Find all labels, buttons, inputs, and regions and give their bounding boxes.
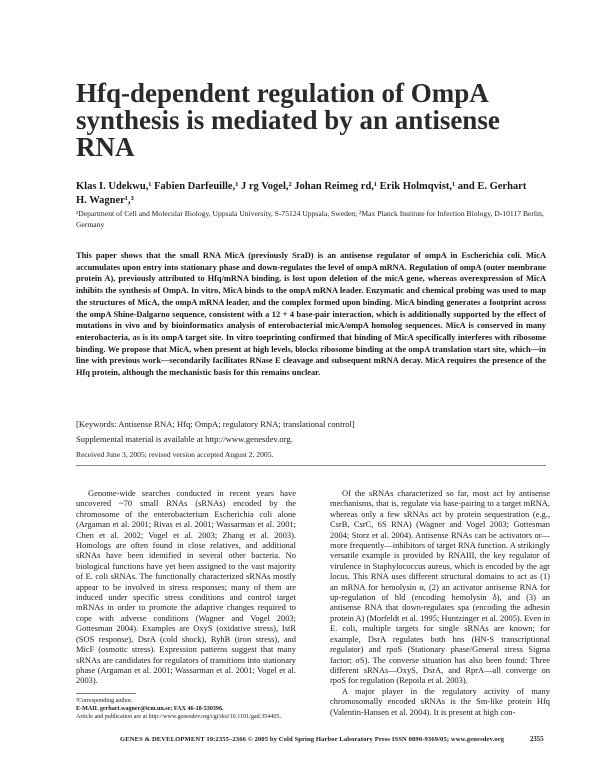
- abstract-divider: [76, 465, 546, 466]
- footnote-divider: [76, 693, 136, 694]
- page-number: 2355: [530, 736, 544, 743]
- abstract: This paper shows that the small RNA MicA (previously SraD) is an antisense regulator of ompA in Escherichia coli. MicA accumulates upon entry into stationary phase and down-regulates the level of ompA mRNA. Regulation of ompA (outer membrane protein A), previously attributed to Hfq/mRNA binding, is lost upon deletion of the micA gene, whereas overexpression of MicA inhibits the synthesis of OmpA. In vitro, MicA binds to the ompA mRNA leader. Enzymatic and chemical probing was used to map the structures of MicA, the ompA mRNA leader, and the complex formed upon binding. MicA binding generates a footprint across the ompA Shine-Dalgarno sequence, consistent with a 12 + 4 base-pair interaction, which is additionally supported by the effect of mutations in vivo and by bioinformatics analysis of enterobacterial micA/ompA homolog sequences. MicA is conserved in many enterobacteria, as is its ompA target site. In vitro toeprinting confirmed that binding of MicA specifically interferes with ribosome binding. We propose that MicA, when present at high levels, blocks ribosome binding at the ompA translation start site, which—in line with previous work—secondarily facilitates RNase E cleavage and subsequent mRNA decay. MicA requires the presence of the Hfq protein, although the mechanistic basis for this remains unclear.: [76, 251, 546, 378]
- article-title: Hfq-dependent regulation of OmpA synthesis is mediated by an antisense RNA: [76, 78, 500, 162]
- received-dates: Received June 3, 2005; revised version accepted August 2, 2005.: [76, 450, 274, 459]
- corresponding-author-email: E-MAIL gerhart.wagner@icm.uu.se; FAX 46-18-530396.: [76, 706, 224, 712]
- footnote: [76, 697, 298, 721]
- body-paragraph: A major player in the regulatory activity of many chromosomally encoded sRNAs is the Sm-like protein Hfq (Valentin-Hansen et al. 2004). It is present at high con-: [330, 685, 550, 717]
- running-footer: GENES & DEVELOPMENT 19:2355–2366 © 2005 by Cold Spring Harbor Laboratory Press ISSN 0890-9369/05; www.genesdev.org: [120, 736, 505, 743]
- body-column-left: [76, 488, 296, 686]
- supplemental-note: Supplemental material is available at http://www.genesdev.org.: [76, 434, 293, 444]
- article-doi-note: Article and publication are at http://www.genesdev.org/cgi/doi/10.1101/gad.354405.: [76, 714, 281, 720]
- keywords: [Keywords: Antisense RNA; Hfq; OmpA; regulatory RNA; translational control]: [76, 419, 355, 429]
- body-column-right: [330, 488, 550, 717]
- corresponding-author-label: ³Corresponding author.: [76, 698, 133, 704]
- body-paragraph: Genome-wide searches conducted in recent years have uncovered ~70 small RNAs (sRNAs) encoded by the chromosome of the enterobacterium Escherichia coli alone (Argaman et al. 2001; Rivas et al. 2001; Wassarman et al. 2001; Chen et al. 2002; Vogel et al. 2003; Zhang et al. 2003). Homologs are often found in close relatives, and additional sRNAs have been identified in several other bacteria. No biological functions have yet been assigned to the vast majority of E. coli sRNAs. The functionally characterized sRNAs mostly appear to be involved in stress responses; many of them are induced under specific stress conditions and control target mRNAs in order to promote the adaptive changes required to cope with adverse conditions (Wagner and Vogel 2003; Gottesman 2004). Examples are OxyS (oxidative stress), IstR (SOS response), DsrA (cold shock), RyhB (iron stress), and MicF (osmotic stress). Expression patterns suggest that many sRNAs are candidates for regulators of transitions into stationary phase (Argaman et al. 2001; Wassarman et al. 2001; Vogel et al. 2003).: [76, 488, 296, 686]
- body-paragraph: Of the sRNAs characterized so far, most act by antisense mechanisms, that is, regulate via base-pairing to a target mRNA, whereas only a few sRNAs act by protein sequestration (e.g., CsrB, CsrC, 6S RNA) (Wagner and Vogel 2003; Gottesman 2004; Storz et al. 2004). Antisense RNAs can be activators or—more frequently—inhibitors of target RNA function. A strikingly versatile example is provided by RNAIII, the key regulator of virulence in Staphylococcus aureus, which is encoded by the agr locus. This RNA uses different structural domains to act as (1) an mRNA for hemolysin α, (2) an activator antisense RNA for up-regulation of hld (encoding hemolysin δ), and (3) an antisense RNA that down-regulates spa (encoding the adhesin protein A) (Morfeldt et al. 1995; Huntzinger et al. 2005). Even in E. coli, multiple targets for single sRNAs are known; for example, DsrA regulates both hns (HN-S transcriptional regulator) and rpoS (Stationary phase/General stress Sigma factor; σS). The converse situation has also been found: Three different sRNAs—OxyS, DsrA, and RprA—all converge on rpoS for regulation (Repoila et al. 2003).: [330, 488, 550, 686]
- author-list: Klas I. Udekwu,¹ Fabien Darfeuille,¹ J rg Vogel,² Johan Reimeg rd,¹ Erik Holmqvist,¹ and E. Gerhart H. Wagner¹,³: [76, 181, 527, 206]
- affiliations: ¹Department of Cell and Molecular Biology, Uppsala University, S-75124 Uppsala, Sweden; ²Max Planck Institute for Infection Biology, D-10117 Berlin, Germany: [76, 209, 544, 229]
